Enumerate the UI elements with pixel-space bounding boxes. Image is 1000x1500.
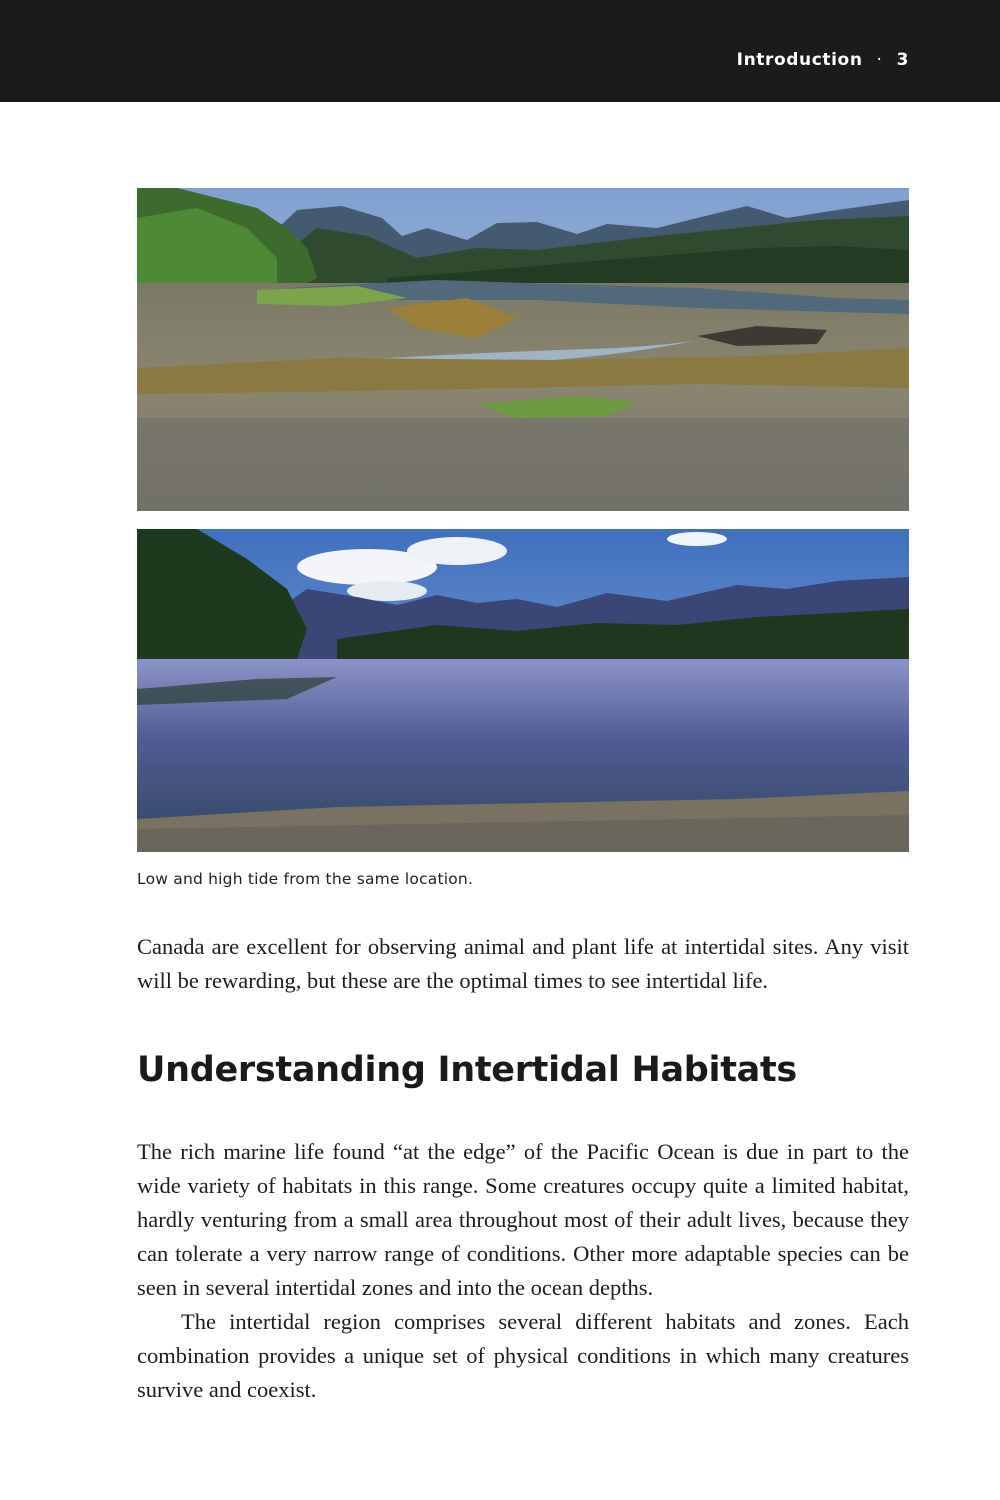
- page-number: 3: [896, 50, 909, 70]
- section-title: Introduction: [736, 50, 863, 70]
- high-tide-photo: [137, 529, 909, 852]
- running-head: [737, 50, 909, 70]
- section-heading: Understanding Intertidal Habitats: [137, 1050, 797, 1090]
- running-header-bar: [0, 0, 1000, 102]
- continued-paragraph: Canada are excellent for observing animal and plant life at intertidal sites. Any visit will be rewarding, but these are the optimal times to see intertidal life.: [137, 934, 909, 993]
- low-tide-photo: [137, 188, 909, 511]
- separator: ·: [876, 50, 883, 70]
- body-paragraph-1: The rich marine life found “at the edge” of the Pacific Ocean is due in part to the wide variety of habitats in this range. Some creatures occupy quite a limited habitat, hardly venturing from a small area throughout most of their adult lives, because they can tolerate a very narrow range of conditions. Other more adaptable species can be seen in several intertidal zones and into the ocean depths.: [137, 1139, 909, 1300]
- photo-caption: Low and high tide from the same location.: [137, 870, 474, 888]
- body-paragraph-2: The intertidal region comprises several different habitats and zones. Each combination provides a unique set of physical conditions in which many creatures survive and coexist.: [137, 1309, 909, 1402]
